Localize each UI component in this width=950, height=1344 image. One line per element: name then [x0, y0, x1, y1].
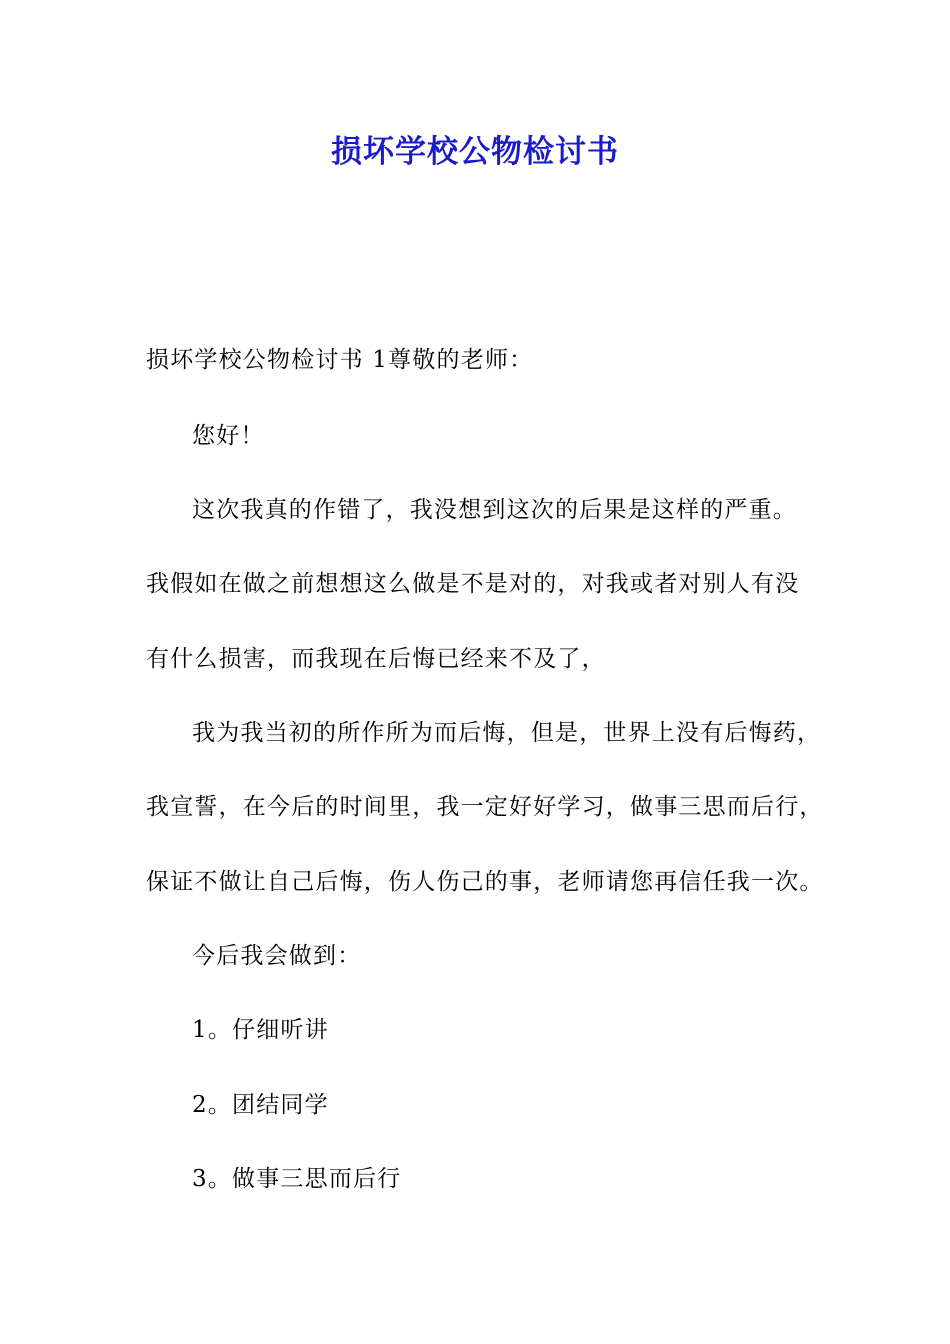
- document-title: 损坏学校公物检讨书: [331, 134, 619, 170]
- paragraph-line: 保证不做让自己后悔，伤人伤己的事，老师请您再信任我一次。: [146, 869, 824, 895]
- list-item: 1。仔细听讲: [192, 1017, 329, 1043]
- list-item: 2。团结同学: [192, 1092, 329, 1118]
- paragraph-line: 我假如在做之前想想这么做是不是对的，对我或者对别人有没: [146, 571, 800, 597]
- list-intro-line: 今后我会做到：: [192, 943, 362, 969]
- paragraph-line: 这次我真的作错了，我没想到这次的后果是这样的严重。: [192, 497, 797, 523]
- paragraph-line: 我宣誓，在今后的时间里，我一定好好学习，做事三思而后行，: [146, 794, 824, 820]
- greeting-line: 您好！: [192, 423, 265, 449]
- salutation-line: 损坏学校公物检讨书 1尊敬的老师：: [146, 347, 534, 373]
- paragraph-line: 有什么损害，而我现在后悔已经来不及了，: [146, 646, 606, 672]
- paragraph-line: 我为我当初的所作所为而后悔，但是，世界上没有后悔药，: [192, 720, 822, 746]
- list-item: 3。做事三思而后行: [192, 1166, 402, 1192]
